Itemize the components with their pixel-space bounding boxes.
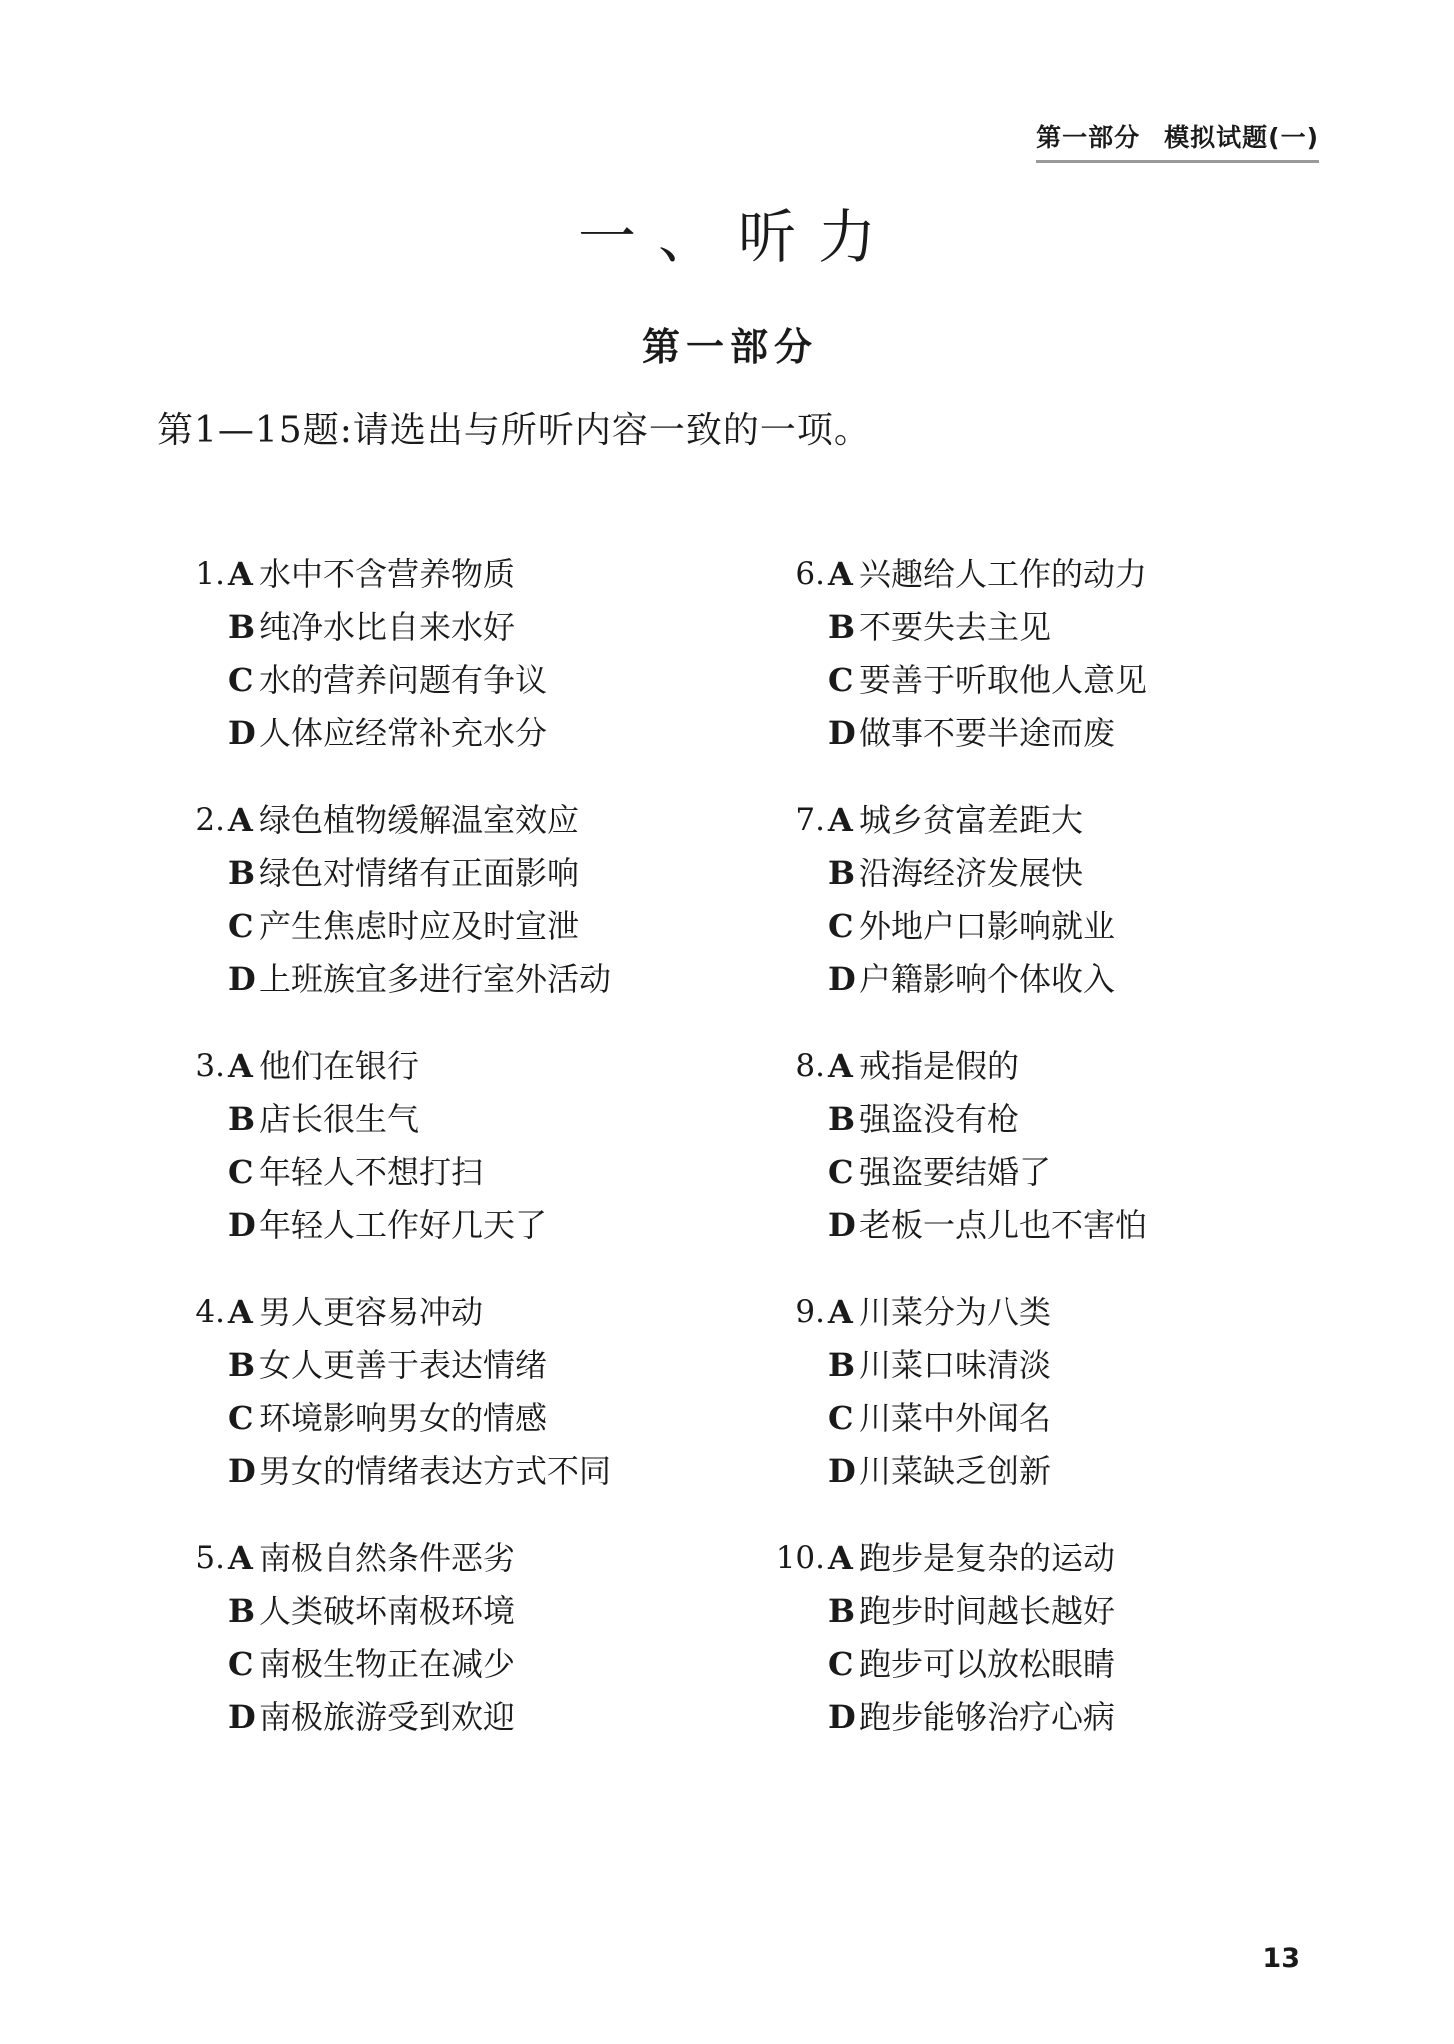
option-a: [228, 1040, 547, 1093]
option-text: 上班族宜多进行室外活动: [259, 960, 612, 998]
option-letter: B: [828, 854, 856, 892]
option-c: [228, 654, 547, 707]
option-letter: D: [828, 1698, 856, 1736]
option-text: 产生焦虑时应及时宣泄: [259, 907, 580, 945]
option-letter: C: [228, 907, 254, 945]
option-letter: A: [828, 1293, 853, 1331]
part-title: 第一部分: [641, 324, 818, 369]
option-letter: A: [228, 1293, 253, 1331]
option-list: [228, 794, 611, 1006]
option-text: 沿海经济发展快: [859, 854, 1084, 892]
question-7: [760, 794, 1320, 1040]
section-title: 一、听力: [577, 203, 898, 271]
option-text: 纯净水比自来水好: [259, 608, 516, 646]
instruction: 第1—15题:请选出与所听内容一致的一项。: [157, 410, 871, 451]
option-letter: D: [828, 1452, 856, 1490]
option-letter: A: [828, 1539, 853, 1577]
option-letter: B: [228, 608, 256, 646]
option-text: 川菜缺乏创新: [859, 1452, 1052, 1490]
option-text: 跑步可以放松眼睛: [859, 1645, 1116, 1683]
option-letter: B: [828, 608, 856, 646]
question-number: 1.: [195, 556, 225, 592]
option-letter: A: [228, 1539, 253, 1577]
option-text: 川菜分为八类: [859, 1293, 1052, 1331]
option-text: 店长很生气: [259, 1100, 420, 1138]
option-letter: C: [828, 907, 854, 945]
option-letter: A: [828, 555, 853, 593]
option-letter: B: [228, 1100, 256, 1138]
question-1: [160, 548, 720, 794]
option-list: [228, 1286, 611, 1498]
option-b: [228, 1093, 547, 1146]
question-number: 4.: [195, 1294, 225, 1330]
page-number: 13: [1262, 1943, 1300, 1974]
option-text: 绿色植物缓解温室效应: [259, 801, 580, 839]
option-text: 做事不要半途而废: [859, 714, 1116, 752]
question-number: 2.: [195, 802, 225, 838]
option-letter: D: [828, 714, 856, 752]
option-letter: C: [228, 1645, 254, 1683]
question-8: [760, 1040, 1320, 1286]
option-letter: C: [228, 1399, 254, 1437]
option-a: [228, 1532, 515, 1585]
option-d: [228, 953, 611, 1006]
option-text: 要善于听取他人意见: [859, 661, 1148, 699]
option-letter: A: [228, 1047, 253, 1085]
option-list: [828, 1040, 1147, 1252]
option-letter: C: [228, 661, 254, 699]
option-a: [828, 1286, 1051, 1339]
option-c: [228, 900, 611, 953]
option-text: 戒指是假的: [859, 1047, 1020, 1085]
option-text: 外地户口影响就业: [859, 907, 1116, 945]
option-c: [828, 1146, 1147, 1199]
question-grid: [160, 548, 1320, 1748]
option-letter: C: [228, 1153, 254, 1191]
option-b: [828, 601, 1147, 654]
option-letter: D: [228, 960, 256, 998]
option-letter: C: [828, 1153, 854, 1191]
option-letter: B: [828, 1346, 856, 1384]
question-10: [760, 1532, 1320, 1778]
option-text: 他们在银行: [259, 1047, 420, 1085]
running-header: [1036, 118, 1319, 163]
option-c: [828, 1638, 1115, 1691]
option-list: [828, 1532, 1115, 1744]
option-text: 人体应经常补充水分: [259, 714, 548, 752]
option-letter: B: [828, 1100, 856, 1138]
option-d: [228, 707, 547, 760]
option-a: [228, 794, 611, 847]
option-letter: D: [228, 714, 256, 752]
option-letter: A: [228, 801, 253, 839]
option-letter: D: [828, 960, 856, 998]
question-number: 9.: [795, 1294, 825, 1330]
option-text: 女人更善于表达情绪: [259, 1346, 548, 1384]
running-header-part: 第一部分: [1036, 123, 1141, 152]
option-d: [828, 707, 1147, 760]
option-text: 兴趣给人工作的动力: [859, 555, 1148, 593]
option-b: [228, 1339, 611, 1392]
option-text: 年轻人工作好几天了: [259, 1206, 548, 1244]
option-d: [228, 1445, 611, 1498]
question-number: 8.: [795, 1048, 825, 1084]
option-letter: B: [228, 1592, 256, 1630]
option-d: [828, 1199, 1147, 1252]
option-b: [828, 847, 1115, 900]
option-a: [828, 548, 1147, 601]
option-text: 川菜中外闻名: [859, 1399, 1052, 1437]
option-b: [828, 1585, 1115, 1638]
option-text: 年轻人不想打扫: [259, 1153, 484, 1191]
option-a: [828, 1532, 1115, 1585]
option-letter: B: [228, 1346, 256, 1384]
option-list: [228, 1040, 547, 1252]
question-4: [160, 1286, 720, 1532]
option-text: 水中不含营养物质: [259, 555, 516, 593]
option-letter: D: [828, 1206, 856, 1244]
question-9: [760, 1286, 1320, 1532]
option-letter: D: [228, 1206, 256, 1244]
option-letter: D: [228, 1452, 256, 1490]
option-text: 绿色对情绪有正面影响: [259, 854, 580, 892]
option-list: [228, 548, 547, 760]
option-text: 南极自然条件恶劣: [259, 1539, 516, 1577]
option-text: 老板一点儿也不害怕: [859, 1206, 1148, 1244]
option-text: 强盗没有枪: [859, 1100, 1020, 1138]
option-a: [828, 1040, 1147, 1093]
question-column-right: [760, 548, 1320, 1778]
option-letter: C: [828, 1645, 854, 1683]
option-text: 男女的情绪表达方式不同: [259, 1452, 612, 1490]
option-text: 不要失去主见: [859, 608, 1052, 646]
option-list: [828, 1286, 1051, 1498]
option-text: 强盗要结婚了: [859, 1153, 1052, 1191]
question-number: 5.: [195, 1540, 225, 1576]
option-text: 水的营养问题有争议: [259, 661, 548, 699]
option-letter: C: [828, 661, 854, 699]
option-b: [228, 601, 547, 654]
option-c: [828, 1392, 1051, 1445]
option-list: [228, 1532, 515, 1744]
option-c: [228, 1638, 515, 1691]
option-d: [828, 1445, 1051, 1498]
option-text: 跑步是复杂的运动: [859, 1539, 1116, 1577]
question-6: [760, 548, 1320, 794]
option-b: [828, 1093, 1147, 1146]
option-b: [228, 847, 611, 900]
option-c: [828, 900, 1115, 953]
option-text: 人类破坏南极环境: [259, 1592, 516, 1630]
option-text: 跑步能够治疗心病: [859, 1698, 1116, 1736]
option-letter: A: [828, 801, 853, 839]
question-number: 7.: [795, 802, 825, 838]
option-c: [828, 654, 1147, 707]
option-a: [828, 794, 1115, 847]
option-c: [228, 1392, 611, 1445]
option-text: 跑步时间越长越好: [859, 1592, 1116, 1630]
option-c: [228, 1146, 547, 1199]
option-d: [228, 1199, 547, 1252]
option-b: [828, 1339, 1051, 1392]
option-letter: A: [828, 1047, 853, 1085]
option-text: 男人更容易冲动: [259, 1293, 484, 1331]
option-letter: B: [228, 854, 256, 892]
option-text: 南极生物正在减少: [259, 1645, 516, 1683]
option-list: [828, 548, 1147, 760]
option-list: [828, 794, 1115, 1006]
option-text: 环境影响男女的情感: [259, 1399, 548, 1437]
option-text: 户籍影响个体收入: [859, 960, 1116, 998]
question-number: 10.: [775, 1540, 825, 1576]
option-letter: D: [228, 1698, 256, 1736]
option-b: [228, 1585, 515, 1638]
question-column-left: [160, 548, 720, 1778]
option-text: 城乡贫富差距大: [859, 801, 1084, 839]
question-3: [160, 1040, 720, 1286]
option-letter: A: [228, 555, 253, 593]
question-number: 3.: [195, 1048, 225, 1084]
option-d: [828, 1691, 1115, 1744]
question-5: [160, 1532, 720, 1778]
question-number: 6.: [795, 556, 825, 592]
option-text: 南极旅游受到欢迎: [259, 1698, 516, 1736]
option-a: [228, 1286, 611, 1339]
option-letter: B: [828, 1592, 856, 1630]
option-text: 川菜口味清淡: [859, 1346, 1052, 1384]
question-2: [160, 794, 720, 1040]
option-a: [228, 548, 547, 601]
option-d: [228, 1691, 515, 1744]
option-letter: C: [828, 1399, 854, 1437]
option-d: [828, 953, 1115, 1006]
running-header-test: 模拟试题(一): [1164, 123, 1319, 152]
